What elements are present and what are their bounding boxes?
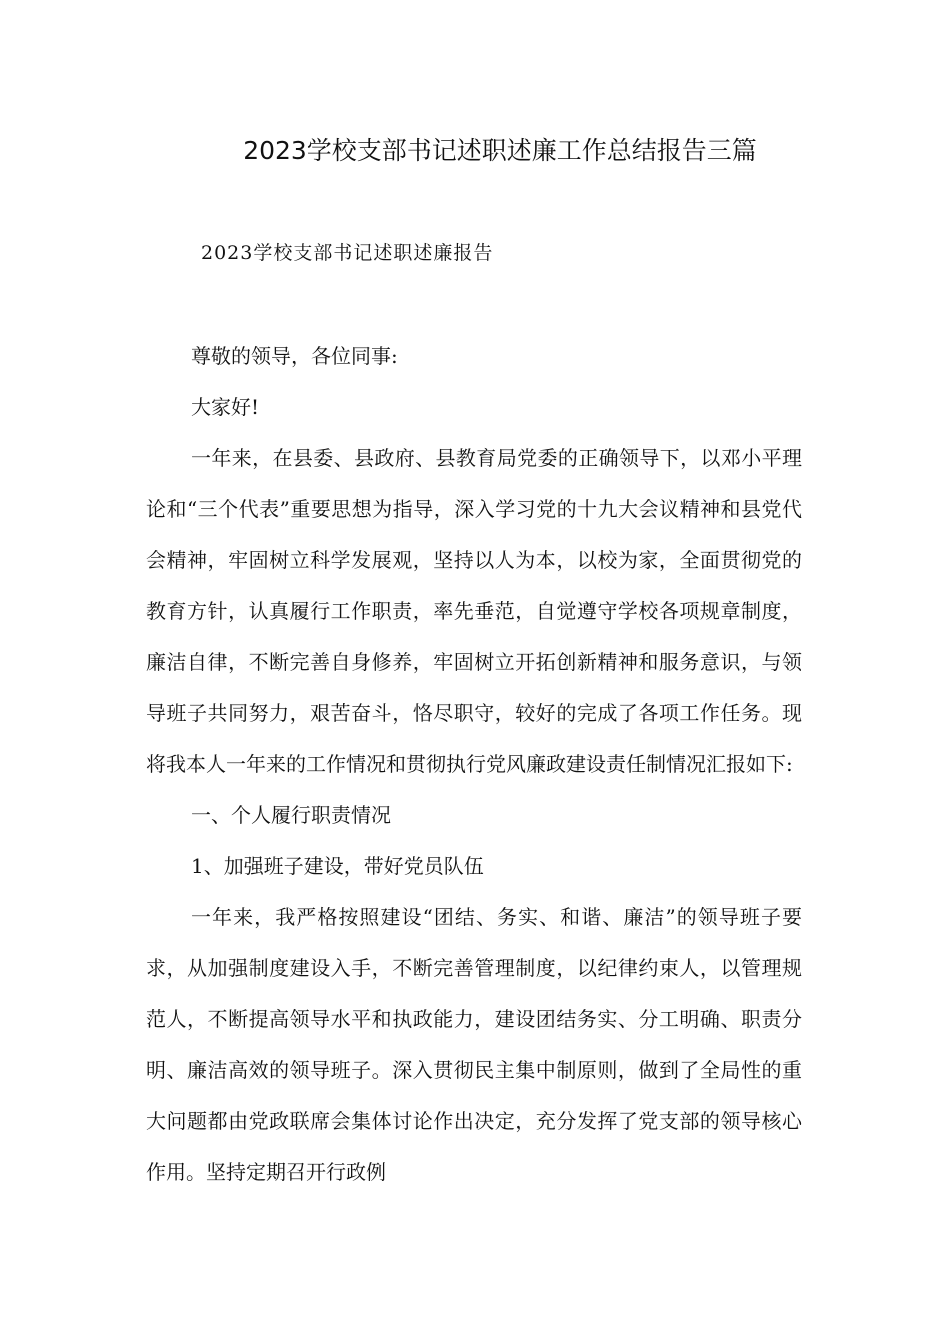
document-body bbox=[146, 331, 802, 1198]
section-heading: 一、个人履行职责情况 bbox=[191, 803, 391, 827]
document-subtitle: 2023学校支部书记述职述廉报告 bbox=[201, 242, 494, 264]
paragraph-team-building: 一年来，我严格按照建设“团结、务实、和谐、廉洁”的领导班子要求，从加强制度建设入手，不断完善管理制度，以纪律约束人，以管理规范人，不断提高领导水平和执政能力，建设团结务实、分工明确、职责分明、廉洁高效的领导班子。深入贯彻民主集中制原则，做到了全局性的重大问题都由党政联席会集体讨论作出决定，充分发挥了党支部的领导核心作用。坚持定期召开行政例 bbox=[146, 905, 802, 1184]
document-title: 2023学校支部书记述职述廉工作总结报告三篇 bbox=[243, 136, 757, 165]
paragraph-intro: 一年来，在县委、县政府、县教育局党委的正确领导下，以邓小平理论和“三个代表”重要思想为指导，深入学习党的十九大会议精神和县党代会精神，牢固树立科学发展观，坚持以人为本，以校为家，全面贯彻党的教育方针，认真履行工作职责，率先垂范，自觉遵守学校各项规章制度，廉洁自律，不断完善自身修养，牢固树立开拓创新精神和服务意识，与领导班子共同努力，艰苦奋斗，恪尽职守，较好的完成了各项工作任务。现将我本人一年来的工作情况和贯彻执行党风廉政建设责任制情况汇报如下: bbox=[146, 446, 802, 776]
greeting: 大家好! bbox=[191, 395, 260, 419]
subsection-heading: 1、加强班子建设，带好党员队伍 bbox=[191, 854, 484, 878]
salutation: 尊敬的领导，各位同事: bbox=[191, 344, 398, 368]
